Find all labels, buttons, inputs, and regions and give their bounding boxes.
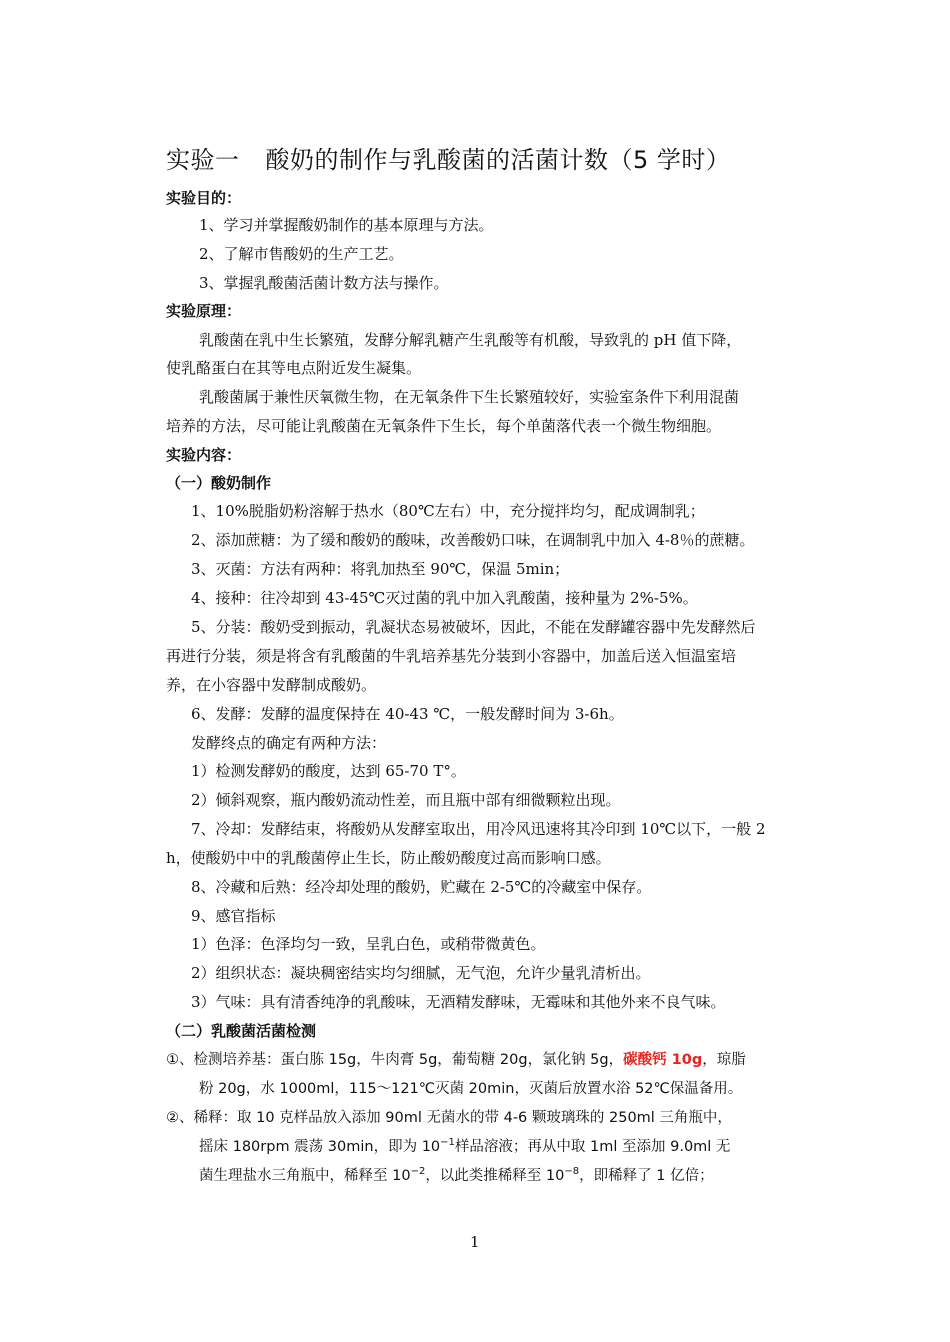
- purpose-item: 3、掌握乳酸菌活菌计数方法与操作。: [199, 274, 449, 292]
- yogurt-line: 3、灭菌：方法有两种：将乳加热至 90℃，保温 5min；: [191, 560, 570, 578]
- principle-line: 乳酸菌在乳中生长繁殖，发酵分解乳糖产生乳酸等有机酸，导致乳的 pH 值下降，: [199, 331, 742, 349]
- media-text: ①、检测培养基：蛋白胨 15g，牛肉膏 5g，葡萄糖 20g，氯化钠 5g，: [166, 1052, 624, 1068]
- dilution-text: ，以此类推稀释至 10: [425, 1168, 565, 1184]
- subheading-yogurt: （一）酸奶制作: [166, 474, 272, 492]
- dilution-line: ②、稀释：取 10 克样品放入添加 90ml 无菌水的带 4-6 颗玻璃珠的 250ml 三角瓶中，: [166, 1110, 732, 1126]
- media-line: 粉 20g，水 1000ml，115～121℃灭菌 20min，灭菌后放置水浴 52℃保温备用。: [199, 1081, 743, 1097]
- yogurt-line: 2）倾斜观察，瓶内酸奶流动性差，而且瓶中部有细微颗粒出现。: [191, 791, 621, 809]
- principle-line: 乳酸菌属于兼性厌氧微生物，在无氧条件下生长繁殖较好，实验室条件下利用混菌: [199, 388, 740, 406]
- exponent: −8: [564, 1166, 580, 1178]
- subheading-count: （二）乳酸菌活菌检测: [166, 1022, 317, 1040]
- heading-content: 实验内容：: [166, 446, 242, 464]
- yogurt-line: 8、冷藏和后熟：经冷却处理的酸奶，贮藏在 2-5℃的冷藏室中保存。: [191, 878, 652, 896]
- exponent: −1: [440, 1137, 455, 1149]
- principle-line: 使乳酪蛋白在其等电点附近发生凝集。: [166, 359, 422, 377]
- yogurt-line: 7、冷却：发酵结束，将酸奶从发酵室取出，用冷风迅速将其冷印到 10℃以下，一般 2: [191, 820, 766, 838]
- media-text: ，琼脂: [702, 1052, 746, 1068]
- yogurt-line: 1、10%脱脂奶粉溶解于热水（80℃左右）中，充分搅拌均匀，配成调制乳；: [191, 502, 705, 520]
- yogurt-line: 5、分装：酸奶受到振动，乳凝状态易被破坏，因此，不能在发酵罐容器中先发酵然后: [191, 618, 756, 636]
- highlight-calcium-carbonate: 碳酸钙 10g: [623, 1052, 703, 1068]
- purpose-item: 2、了解市售酸奶的生产工艺。: [199, 245, 404, 263]
- page-title: [166, 140, 730, 175]
- dilution-text: 菌生理盐水三角瓶中，稀释至 10: [199, 1168, 411, 1184]
- heading-principle: 实验原理：: [166, 302, 242, 320]
- yogurt-line: 2、添加蔗糖：为了缓和酸奶的酸味，改善酸奶口味，在调制乳中加入 4-8％的蔗糖。: [191, 531, 755, 549]
- yogurt-line: 9、感官指标: [191, 907, 276, 925]
- yogurt-line: 1）色泽：色泽均匀一致，呈乳白色，或稍带微黄色。: [191, 935, 546, 953]
- yogurt-line: h，使酸奶中中的乳酸菌停止生长，防止酸奶酸度过高而影响口感。: [166, 849, 611, 867]
- purpose-item: 1、学习并掌握酸奶制作的基本原理与方法。: [199, 216, 494, 234]
- page-number: 1: [470, 1233, 480, 1251]
- media-line: [166, 1048, 746, 1069]
- title-main: 实验一: [166, 146, 240, 174]
- yogurt-line: 再进行分装，须是将含有乳酸菌的牛乳培养基先分装到小容器中，加盖后送入恒温室培: [166, 647, 737, 665]
- dilution-text: ，即稀释了 1 亿倍；: [579, 1168, 714, 1184]
- yogurt-line: 6、发酵：发酵的温度保持在 40-43 ℃，一般发酵时间为 3-6h。: [191, 705, 624, 723]
- yogurt-line: 3）气味：具有清香纯净的乳酸味，无酒精发酵味，无霉味和其他外来不良气味。: [191, 993, 726, 1011]
- yogurt-line: 1）检测发酵奶的酸度，达到 65-70 T°。: [191, 762, 466, 780]
- dilution-line: [199, 1164, 714, 1185]
- exponent: −2: [410, 1166, 426, 1178]
- yogurt-line: 发酵终点的确定有两种方法：: [191, 734, 387, 752]
- yogurt-line: 养，在小容器中发酵制成酸奶。: [166, 676, 377, 694]
- yogurt-line: 2）组织状态：凝块稠密结实均匀细腻，无气泡，允许少量乳清析出。: [191, 964, 651, 982]
- heading-purpose: 实验目的：: [166, 189, 242, 207]
- dilution-line: [199, 1135, 730, 1156]
- dilution-text: 样品溶液；再从中取 1ml 至添加 9.0ml 无: [454, 1139, 731, 1155]
- title-rest: 酸奶的制作与乳酸菌的活菌计数（5 学时）: [265, 146, 731, 174]
- principle-line: 培养的方法，尽可能让乳酸菌在无氧条件下生长，每个单菌落代表一个微生物细胞。: [166, 417, 722, 435]
- yogurt-line: 4、接种：往冷却到 43-45℃灭过菌的乳中加入乳酸菌，接种量为 2%-5%。: [191, 589, 698, 607]
- dilution-text: 摇床 180rpm 震荡 30min，即为 10: [199, 1139, 441, 1155]
